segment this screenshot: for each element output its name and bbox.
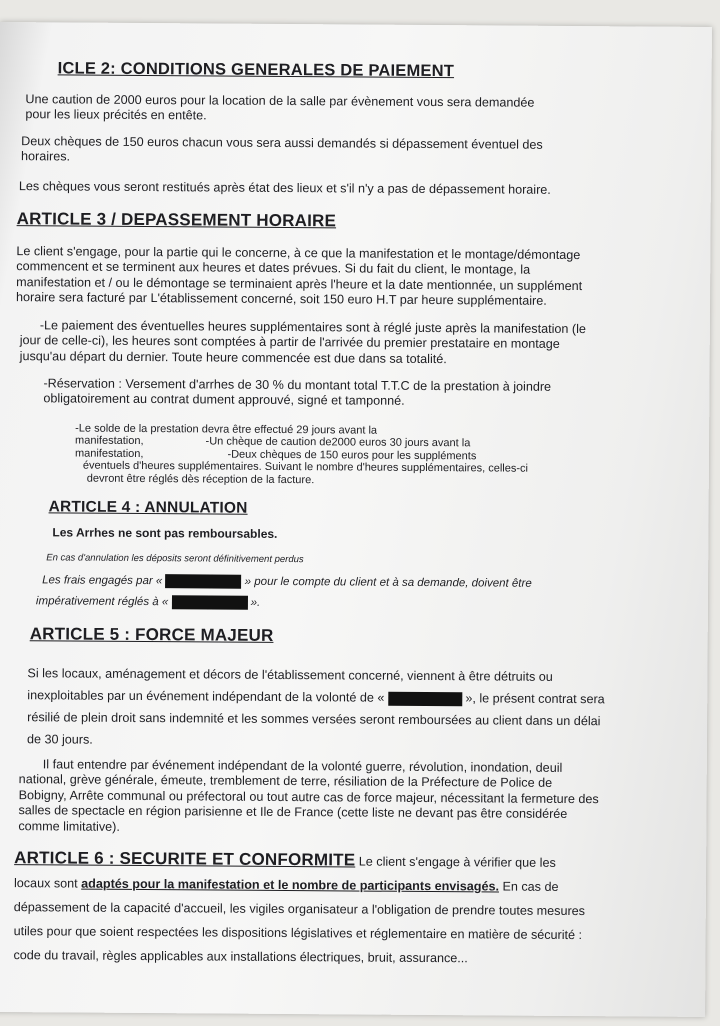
redacted-name xyxy=(171,595,247,610)
article-4-bold-line: Les Arrhes ne sont pas remboursables. xyxy=(52,525,278,541)
article-3-paragraph-2 xyxy=(20,318,690,369)
article-5-p1-line: de 30 jours. xyxy=(26,732,93,747)
article-3-paragraph-1 xyxy=(16,244,686,310)
article-6-line: utiles pour que soient respectées les dispositions législatives et réglementaire en matière de sécurité : xyxy=(13,924,583,943)
article-3-p1-line: commencent et se terminent aux heures et dates prévues. Si du fait du client, le montage, la xyxy=(16,259,531,278)
article-5-p2-line: Bobigny, Arrête communal ou préfectoral ou tout autre cas de force majeur, nécessitant la fermeture des xyxy=(18,787,599,807)
article-5-paragraph-2 xyxy=(18,757,689,839)
article-6-line: code du travail, règles applicables aux installations électriques, bruit, assurance... xyxy=(13,948,468,966)
article-2-p2-line-2: horaires. xyxy=(21,149,71,164)
article-2-p1-line-1: Une caution de 2000 euros pour la location de la salle par évènement vous sera demandée xyxy=(25,92,535,110)
article-3-small-print xyxy=(75,423,655,489)
article-5-p2-line: Il faut entendre par événement indépendant de la volonté guerre, révolution, inondation, deuil xyxy=(42,757,563,775)
article-6-block xyxy=(13,846,704,972)
small-print-line: manifestation, -Deux chèques de 150 euros pour les suppléments xyxy=(74,447,477,463)
small-print-line: manifestation, -Un chèque de caution de2000 euros 30 jours avant la xyxy=(75,434,471,450)
article-3-paragraph-3 xyxy=(43,376,683,411)
article-3-p1-line: manifestation et / ou le démontage se terminaient après l'heure et la date mentionnée, un supplément xyxy=(16,274,583,293)
small-print-line: -Le solde de la prestation devra être effectué 29 jours avant la xyxy=(75,422,378,437)
article-3-p1-line: Le client s'engage, pour la partie qui le concerne, à ce que la manifestation et le montage/démontage xyxy=(16,244,581,263)
article-5-title: ARTICLE 5 : FORCE MAJEUR xyxy=(29,624,274,645)
article-4-fees-line-2: impérativement réglés à « ». xyxy=(35,595,261,609)
article-5-p2-line: salles de spectacle en région parisienne et Ile de France (cette liste ne devant pas être considérée xyxy=(18,803,568,822)
article-6-title: ARTICLE 6 : SECURITE ET CONFORMITE xyxy=(14,848,356,870)
article-2-title: ICLE 2: CONDITIONS GENERALES DE PAIEMENT xyxy=(57,59,455,81)
article-4-title: ARTICLE 4 : ANNULATION xyxy=(48,498,248,517)
small-print-line: devront être réglés dès réception de la facture. xyxy=(86,472,315,486)
article-5-paragraph-1 xyxy=(27,662,688,755)
article-6-line: dépassement de la capacité d'accueil, les vigiles organisateur a l'obligation de prendre toutes mesures xyxy=(13,900,586,919)
article-2-paragraph-2 xyxy=(21,134,691,169)
article-3-p3-line: -Réservation : Versement d'arrhes de 30 % du montant total T.T.C de la prestation à joindre xyxy=(43,376,552,394)
article-5-p1-line: résilié de plein droit sans indemnité et les sommes versées seront remboursées au client dans un délai xyxy=(27,710,601,729)
article-6-line: locaux sont adaptés pour la manifestation et le nombre de participants envisagés. En cas de xyxy=(13,876,559,894)
article-2-p1-line-2: pour les lieux précités en entête. xyxy=(25,107,207,123)
article-5-p2-line: comme limitative). xyxy=(18,818,120,834)
article-6-underlined: adaptés pour la manifestation et le nombre de participants envisagés. xyxy=(81,876,500,894)
article-2-paragraph-1 xyxy=(25,92,695,127)
article-4-fees-line-1: Les frais engagés par « » pour le compte du client et à sa demande, doivent être xyxy=(42,574,532,590)
article-3-p2-line: jour de celle-ci), les heures sont comptées à partir de l'arrivée du premier prestataire en montage xyxy=(19,333,560,352)
redacted-name xyxy=(165,574,241,589)
contract-page xyxy=(0,22,712,1017)
article-3-p1-line: horaire sera facturé par L'établissement concerné, soit 150 euro H.T par heure supplémentaire. xyxy=(16,290,547,309)
article-3-p3-line: obligatoirement au contrat dument approuvé, signé et tamponné. xyxy=(43,391,405,409)
article-3-p2-line: jusqu'au départ du dernier. Toute heure commencée est due dans sa totalité. xyxy=(19,348,447,366)
article-5-p2-line: national, grève générale, émeute, tremblement de terre, résiliation de la Préfecture de Police de xyxy=(18,772,553,791)
article-4-italic-note: En cas d'annulation les déposits seront définitivement perdus xyxy=(46,552,304,566)
small-print-line: éventuels d'heures supplémentaires. Suivant le nombre d'heures supplémentaires, celles-ci xyxy=(82,459,528,475)
article-2-p2-line-1: Deux chèques de 150 euros chacun vous sera aussi demandés si dépassement éventuel des xyxy=(21,134,543,152)
redacted-name xyxy=(388,691,462,706)
article-3-title: ARTICLE 3 / DEPASSEMENT HORAIRE xyxy=(16,209,337,231)
article-5-p1-line: Si les locaux, aménagement et décors de l'établissement concerné, viennent à être détruits ou xyxy=(27,666,553,684)
article-5-p1-line: inexploitables par un événement indépendant de la volonté de « », le présent contrat sera xyxy=(27,688,605,707)
article-3-p2-line: -Le paiement des éventuelles heures supplémentaires sont à réglé juste après la manifestation (le xyxy=(39,318,586,337)
article-2-paragraph-3: Les chèques vous seront restitués après état des lieux et s'il n'y a pas de dépassement horaire. xyxy=(18,179,551,197)
article-6-title-tail: Le client s'engage à vérifier que les xyxy=(358,854,556,870)
